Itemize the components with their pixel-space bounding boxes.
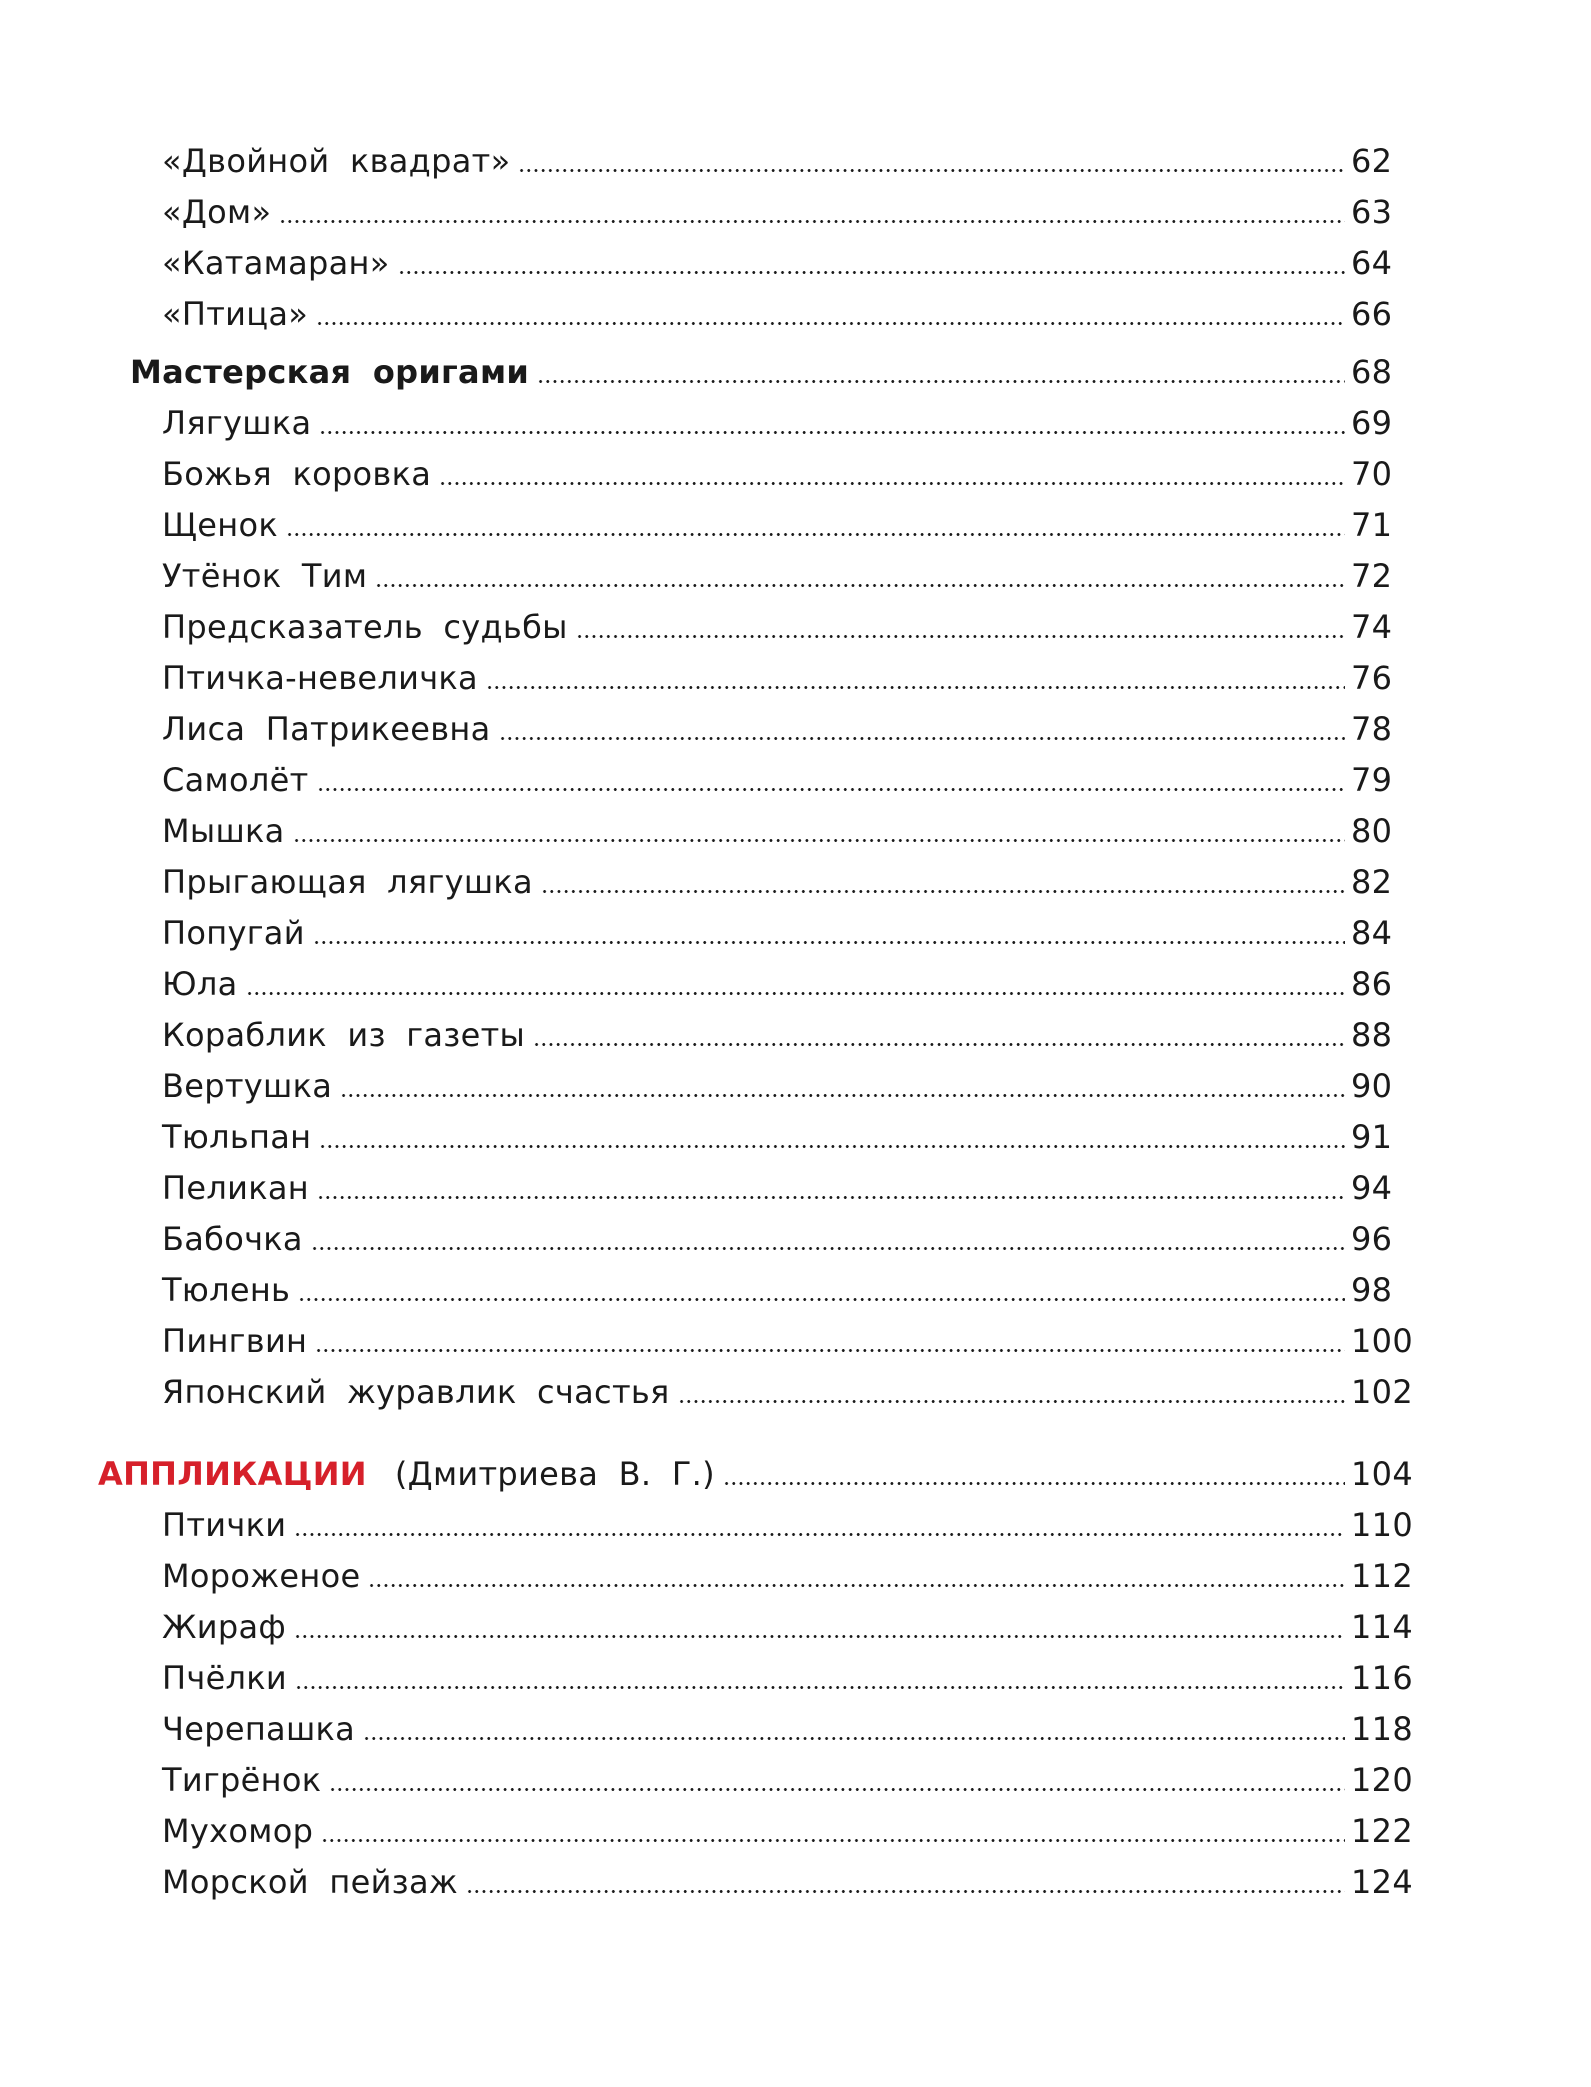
toc-entry: [162, 1703, 1413, 1749]
toc-entry-title: «Птица»: [162, 295, 309, 333]
toc-entry: [162, 1754, 1413, 1800]
toc-entry: [162, 907, 1409, 953]
toc-entry: [162, 1162, 1409, 1208]
toc-entry: [162, 652, 1409, 698]
toc-section-applications: [98, 1448, 1413, 1494]
toc-entry-title: Пингвин: [162, 1322, 308, 1360]
toc-entry: [162, 1315, 1413, 1361]
dot-leader: [499, 737, 1345, 740]
toc-entry-title: «Двойной квадрат»: [162, 142, 511, 180]
dot-leader: [678, 1400, 1345, 1403]
dot-leader: [518, 169, 1345, 172]
toc-entry: [162, 1366, 1413, 1412]
dot-leader: [486, 686, 1345, 689]
toc-chapter-title: АППЛИКАЦИИ: [98, 1455, 367, 1493]
toc-entry-title: Прыгающая лягушка: [162, 863, 533, 901]
toc-entry-title: Лиса Патрикеевна: [162, 710, 491, 748]
toc-entry: [162, 550, 1409, 596]
toc-entry-page: 98: [1351, 1271, 1393, 1309]
toc-entry-title: «Дом»: [162, 193, 272, 231]
dot-leader: [375, 584, 1345, 587]
toc-entry-page: 124: [1351, 1863, 1413, 1901]
toc-entry-page: 120: [1351, 1761, 1413, 1799]
toc-entry-title: Самолёт: [162, 761, 309, 799]
toc-entry-title: Морской пейзаж: [162, 1863, 459, 1901]
dot-leader: [319, 1145, 1345, 1148]
toc-chapter-author: (Дмитриева В. Г.): [394, 1455, 715, 1493]
toc-entry-title: Вертушка: [162, 1067, 333, 1105]
toc-entry-title: Щенок: [162, 506, 279, 544]
toc-entry-page: 102: [1351, 1373, 1413, 1411]
toc-entry-page: 62: [1351, 142, 1393, 180]
toc-entry-page: 82: [1351, 863, 1393, 901]
toc-entry: [162, 186, 1409, 232]
dot-leader: [576, 635, 1345, 638]
toc-entry: [162, 135, 1409, 181]
toc-entry: [162, 1060, 1409, 1106]
dot-leader: [246, 992, 1345, 995]
toc-entry-page: 96: [1351, 1220, 1393, 1258]
toc-entry-page: 64: [1351, 244, 1393, 282]
toc-entry: [162, 1213, 1409, 1259]
toc-entry-page: 72: [1351, 557, 1393, 595]
dot-leader: [439, 482, 1345, 485]
toc-section-title: Мастерская оригами: [130, 353, 530, 391]
dot-leader: [319, 431, 1345, 434]
toc-entry: [162, 237, 1409, 283]
toc-entry: [162, 1652, 1413, 1698]
toc-entry-title: Мухомор: [162, 1812, 314, 1850]
toc-entry-title: Пеликан: [162, 1169, 309, 1207]
dot-leader: [537, 380, 1345, 383]
toc-section-origami: [130, 346, 1409, 392]
toc-entry: [162, 397, 1409, 443]
toc-entry: [162, 805, 1409, 851]
toc-entry: [162, 856, 1409, 902]
dot-leader: [294, 1635, 1345, 1638]
toc-entry-title: Предсказатель судьбы: [162, 608, 568, 646]
toc-entry-title: Мышка: [162, 812, 285, 850]
dot-leader: [329, 1788, 1345, 1791]
dot-leader: [398, 271, 1345, 274]
toc-entry-title: Пчёлки: [162, 1659, 288, 1697]
toc-entry-page: 71: [1351, 506, 1393, 544]
toc-entry-page: 74: [1351, 608, 1393, 646]
dot-leader: [340, 1094, 1345, 1097]
toc-entry-page: 91: [1351, 1118, 1393, 1156]
dot-leader: [321, 1839, 1345, 1842]
toc-entry-page: 94: [1351, 1169, 1393, 1207]
toc-entry-title: Божья коровка: [162, 455, 432, 493]
toc-entry-title: Попугай: [162, 914, 305, 952]
toc-entry-page: 69: [1351, 404, 1393, 442]
toc-entry-page: 63: [1351, 193, 1393, 231]
toc-entry: [162, 448, 1409, 494]
toc-entry-page: 90: [1351, 1067, 1393, 1105]
toc-entry-title: Мороженое: [162, 1557, 361, 1595]
toc-entry-page: 118: [1351, 1710, 1413, 1748]
toc-entry-title: Кораблик из газеты: [162, 1016, 526, 1054]
toc-entry-page: 110: [1351, 1506, 1413, 1544]
toc-entry-page: 78: [1351, 710, 1393, 748]
toc-entry-page: 79: [1351, 761, 1393, 799]
toc-entry-title: Юла: [162, 965, 238, 1003]
toc-entry: [162, 1009, 1409, 1055]
dot-leader: [363, 1737, 1345, 1740]
toc-entry: [162, 288, 1409, 334]
toc-entry: [162, 1856, 1413, 1902]
toc-entry-page: 84: [1351, 914, 1393, 952]
toc-entry-page: 112: [1351, 1557, 1413, 1595]
dot-leader: [311, 1247, 1345, 1250]
toc-entry-title: Черепашка: [162, 1710, 356, 1748]
dot-leader: [286, 533, 1345, 536]
dot-leader: [294, 1533, 1345, 1536]
toc-entry-page: 114: [1351, 1608, 1413, 1646]
dot-leader: [317, 1196, 1345, 1199]
toc-entry-title: Утёнок Тим: [162, 557, 368, 595]
dot-leader: [533, 1043, 1345, 1046]
toc-section-page: 68: [1351, 353, 1393, 391]
toc-entry-page: 76: [1351, 659, 1393, 697]
toc-entry: [162, 754, 1409, 800]
toc-entry: [162, 601, 1409, 647]
toc-chapter-page: 104: [1351, 1455, 1413, 1493]
toc-entry-title: «Катамаран»: [162, 244, 390, 282]
toc-entry-title: Японский журавлик счастья: [162, 1373, 670, 1411]
toc-entry: [162, 1550, 1413, 1596]
toc-entry-page: 122: [1351, 1812, 1413, 1850]
toc-entry: [162, 1805, 1413, 1851]
dot-leader: [541, 890, 1345, 893]
toc-entry-title: Тюльпан: [162, 1118, 312, 1156]
dot-leader: [279, 220, 1345, 223]
toc-entry-page: 66: [1351, 295, 1393, 333]
dot-leader: [315, 1349, 1345, 1352]
toc-entry: [162, 1601, 1413, 1647]
dot-leader: [368, 1584, 1345, 1587]
toc-entry: [162, 1111, 1409, 1157]
toc-entry: [162, 703, 1409, 749]
dot-leader: [316, 322, 1345, 325]
toc-entry-title: Лягушка: [162, 404, 312, 442]
toc-entry-title: Жираф: [162, 1608, 287, 1646]
toc-entry-title: Тюлень: [162, 1271, 291, 1309]
toc-entry: [162, 499, 1409, 545]
dot-leader: [295, 1686, 1345, 1689]
toc-entry-page: 70: [1351, 455, 1393, 493]
toc-entry-page: 100: [1351, 1322, 1413, 1360]
dot-leader: [298, 1298, 1345, 1301]
toc-entry-page: 116: [1351, 1659, 1413, 1697]
toc-entry-title: Бабочка: [162, 1220, 303, 1258]
toc-entry-page: 86: [1351, 965, 1393, 1003]
dot-leader: [723, 1482, 1345, 1485]
toc-entry: [162, 1264, 1409, 1310]
toc-entry: [162, 1499, 1413, 1545]
dot-leader: [313, 941, 1345, 944]
toc-entry-title: Птичка-невеличка: [162, 659, 478, 697]
toc-entry-page: 80: [1351, 812, 1393, 850]
dot-leader: [466, 1890, 1345, 1893]
toc-entry-title: Тигрёнок: [162, 1761, 322, 1799]
dot-leader: [293, 839, 1345, 842]
dot-leader: [317, 788, 1345, 791]
toc-entry-page: 88: [1351, 1016, 1393, 1054]
toc-entry: [162, 958, 1409, 1004]
toc-entry-title: Птички: [162, 1506, 287, 1544]
